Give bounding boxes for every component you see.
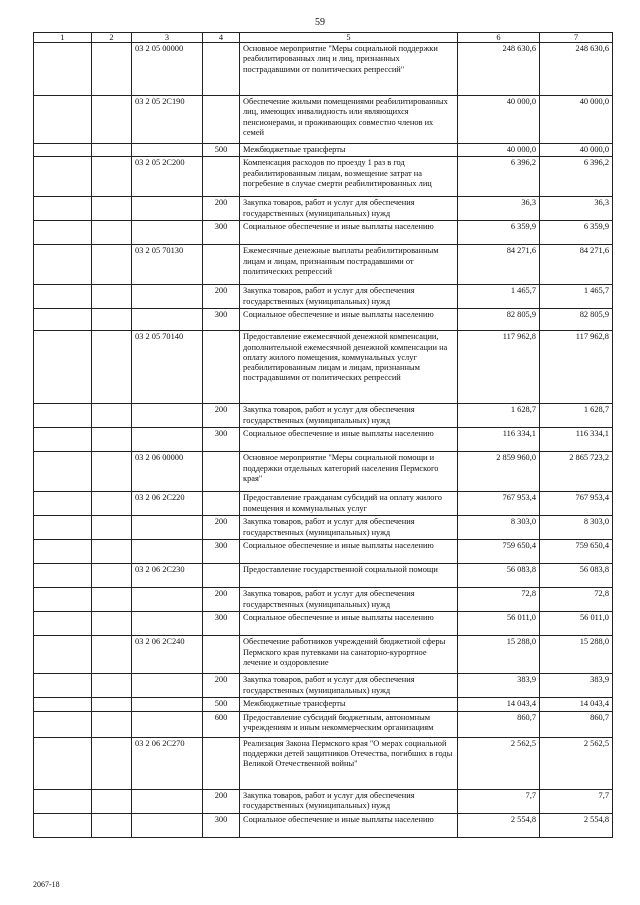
cell-item-name: Ежемесячные денежные выплаты реабилитированным лицам и лицам, признанным пострадавшими от политических репрессий bbox=[240, 245, 458, 285]
cell-col-2 bbox=[92, 285, 132, 309]
col-header-5: 5 bbox=[240, 33, 458, 43]
cell-col-1 bbox=[34, 43, 92, 96]
cell-col-2 bbox=[92, 157, 132, 197]
cell-col-1 bbox=[34, 540, 92, 564]
cell-amount-col-7: 767 953,4 bbox=[540, 492, 613, 516]
cell-amount-col-7: 2 554,8 bbox=[540, 813, 613, 837]
cell-col-1 bbox=[34, 789, 92, 813]
cell-amount-col-6: 248 630,6 bbox=[458, 43, 540, 96]
cell-expense-type bbox=[203, 737, 240, 789]
cell-item-name: Закупка товаров, работ и услуг для обеспечения государственных (муниципальных) нужд bbox=[240, 197, 458, 221]
cell-amount-col-6: 84 271,6 bbox=[458, 245, 540, 285]
table-row bbox=[34, 674, 613, 698]
cell-expense-type: 200 bbox=[203, 516, 240, 540]
cell-item-name: Предоставление субсидий бюджетным, автономным учреждениям и иным некоммерческим организациям bbox=[240, 711, 458, 737]
cell-target-code: 03 2 05 00000 bbox=[132, 43, 203, 96]
cell-amount-col-7: 6 359,9 bbox=[540, 221, 613, 245]
cell-expense-type bbox=[203, 96, 240, 144]
cell-expense-type bbox=[203, 492, 240, 516]
cell-col-1 bbox=[34, 674, 92, 698]
table-row bbox=[34, 309, 613, 331]
cell-target-code bbox=[132, 813, 203, 837]
cell-amount-col-6: 116 334,1 bbox=[458, 428, 540, 452]
table-row bbox=[34, 516, 613, 540]
cell-target-code bbox=[132, 789, 203, 813]
cell-target-code: 03 2 06 2С220 bbox=[132, 492, 203, 516]
cell-amount-col-6: 2 562,5 bbox=[458, 737, 540, 789]
cell-amount-col-7: 248 630,6 bbox=[540, 43, 613, 96]
cell-col-1 bbox=[34, 428, 92, 452]
col-header-1: 1 bbox=[34, 33, 92, 43]
cell-expense-type: 300 bbox=[203, 221, 240, 245]
cell-item-name: Социальное обеспечение и иные выплаты населению bbox=[240, 309, 458, 331]
cell-amount-col-7: 15 288,0 bbox=[540, 636, 613, 674]
cell-amount-col-6: 15 288,0 bbox=[458, 636, 540, 674]
cell-amount-col-6: 1 465,7 bbox=[458, 285, 540, 309]
table-row bbox=[34, 428, 613, 452]
cell-item-name: Обеспечение жилыми помещениями реабилитированных лиц, имеющих инвалидность или являющихся пенсионерами, и проживающих совместно членов их семей bbox=[240, 96, 458, 144]
table-row bbox=[34, 43, 613, 96]
table-row bbox=[34, 197, 613, 221]
cell-target-code: 03 2 05 2С200 bbox=[132, 157, 203, 197]
cell-expense-type bbox=[203, 157, 240, 197]
cell-expense-type: 300 bbox=[203, 540, 240, 564]
cell-col-2 bbox=[92, 516, 132, 540]
table-row bbox=[34, 452, 613, 492]
cell-amount-col-6: 6 359,9 bbox=[458, 221, 540, 245]
cell-amount-col-7: 40 000,0 bbox=[540, 96, 613, 144]
cell-col-2 bbox=[92, 428, 132, 452]
cell-expense-type bbox=[203, 452, 240, 492]
cell-col-2 bbox=[92, 331, 132, 404]
cell-col-2 bbox=[92, 789, 132, 813]
cell-amount-col-6: 860,7 bbox=[458, 711, 540, 737]
cell-target-code: 03 2 06 00000 bbox=[132, 452, 203, 492]
cell-target-code bbox=[132, 711, 203, 737]
cell-col-2 bbox=[92, 636, 132, 674]
cell-amount-col-7: 2 865 723,2 bbox=[540, 452, 613, 492]
cell-target-code bbox=[132, 144, 203, 157]
cell-amount-col-6: 6 396,2 bbox=[458, 157, 540, 197]
cell-amount-col-6: 36,3 bbox=[458, 197, 540, 221]
cell-expense-type: 200 bbox=[203, 588, 240, 612]
cell-col-1 bbox=[34, 404, 92, 428]
cell-col-2 bbox=[92, 612, 132, 636]
cell-expense-type: 200 bbox=[203, 674, 240, 698]
cell-amount-col-7: 36,3 bbox=[540, 197, 613, 221]
cell-col-1 bbox=[34, 612, 92, 636]
cell-expense-type bbox=[203, 43, 240, 96]
cell-item-name: Реализация Закона Пермского края "О мерах социальной поддержки детей защитников Отечества, погибших в годы Великой Отечественной войны" bbox=[240, 737, 458, 789]
cell-amount-col-7: 8 303,0 bbox=[540, 516, 613, 540]
cell-item-name: Обеспечение работников учреждений бюджетной сферы Пермского края путевками на санаторно-курортное лечение и оздоровление bbox=[240, 636, 458, 674]
cell-col-1 bbox=[34, 698, 92, 711]
cell-item-name: Социальное обеспечение и иные выплаты населению bbox=[240, 540, 458, 564]
cell-target-code: 03 2 06 2С240 bbox=[132, 636, 203, 674]
cell-amount-col-7: 56 083,8 bbox=[540, 564, 613, 588]
cell-expense-type bbox=[203, 245, 240, 285]
cell-col-1 bbox=[34, 96, 92, 144]
cell-item-name: Закупка товаров, работ и услуг для обеспечения государственных (муниципальных) нужд bbox=[240, 588, 458, 612]
table-row bbox=[34, 813, 613, 837]
cell-amount-col-6: 767 953,4 bbox=[458, 492, 540, 516]
table-row bbox=[34, 404, 613, 428]
cell-item-name: Компенсация расходов по проезду 1 раз в год реабилитированным лицам, возмещение затрат на погребение в случае смерти реабилитированных лиц bbox=[240, 157, 458, 197]
cell-amount-col-7: 1 628,7 bbox=[540, 404, 613, 428]
cell-amount-col-6: 2 859 960,0 bbox=[458, 452, 540, 492]
cell-expense-type bbox=[203, 636, 240, 674]
cell-expense-type: 500 bbox=[203, 144, 240, 157]
cell-amount-col-7: 117 962,8 bbox=[540, 331, 613, 404]
cell-target-code bbox=[132, 285, 203, 309]
cell-amount-col-7: 383,9 bbox=[540, 674, 613, 698]
cell-col-1 bbox=[34, 331, 92, 404]
cell-amount-col-7: 84 271,6 bbox=[540, 245, 613, 285]
col-header-7: 7 bbox=[540, 33, 613, 43]
cell-col-2 bbox=[92, 197, 132, 221]
cell-amount-col-6: 40 000,0 bbox=[458, 144, 540, 157]
cell-item-name: Закупка товаров, работ и услуг для обеспечения государственных (муниципальных) нужд bbox=[240, 285, 458, 309]
cell-item-name: Социальное обеспечение и иные выплаты населению bbox=[240, 221, 458, 245]
cell-col-2 bbox=[92, 540, 132, 564]
cell-target-code bbox=[132, 516, 203, 540]
cell-col-2 bbox=[92, 404, 132, 428]
cell-col-1 bbox=[34, 157, 92, 197]
table-row bbox=[34, 636, 613, 674]
cell-expense-type: 200 bbox=[203, 197, 240, 221]
cell-amount-col-7: 759 650,4 bbox=[540, 540, 613, 564]
cell-item-name: Социальное обеспечение и иные выплаты населению bbox=[240, 428, 458, 452]
cell-expense-type: 300 bbox=[203, 428, 240, 452]
cell-amount-col-7: 14 043,4 bbox=[540, 698, 613, 711]
cell-amount-col-6: 8 303,0 bbox=[458, 516, 540, 540]
cell-amount-col-6: 40 000,0 bbox=[458, 96, 540, 144]
table-row bbox=[34, 540, 613, 564]
cell-amount-col-7: 7,7 bbox=[540, 789, 613, 813]
cell-target-code bbox=[132, 221, 203, 245]
cell-col-2 bbox=[92, 674, 132, 698]
cell-target-code bbox=[132, 674, 203, 698]
cell-amount-col-6: 82 805,9 bbox=[458, 309, 540, 331]
cell-item-name: Закупка товаров, работ и услуг для обеспечения государственных (муниципальных) нужд bbox=[240, 789, 458, 813]
cell-col-1 bbox=[34, 492, 92, 516]
cell-col-2 bbox=[92, 698, 132, 711]
cell-item-name: Предоставление ежемесячной денежной компенсации, дополнительной ежемесячной денежной компенсации на оплату жилого помещения, коммунальных услуг реабилитированным лицам и лицам, признанным пострадавшими от политических репрессий bbox=[240, 331, 458, 404]
cell-amount-col-7: 72,8 bbox=[540, 588, 613, 612]
cell-col-2 bbox=[92, 144, 132, 157]
table-row bbox=[34, 96, 613, 144]
table-row bbox=[34, 285, 613, 309]
cell-amount-col-7: 116 334,1 bbox=[540, 428, 613, 452]
cell-item-name: Основное мероприятие "Меры социальной помощи и поддержки отдельных категорий населения Пермского края" bbox=[240, 452, 458, 492]
cell-item-name: Закупка товаров, работ и услуг для обеспечения государственных (муниципальных) нужд bbox=[240, 674, 458, 698]
cell-item-name: Закупка товаров, работ и услуг для обеспечения государственных (муниципальных) нужд bbox=[240, 404, 458, 428]
table-row bbox=[34, 492, 613, 516]
cell-col-2 bbox=[92, 309, 132, 331]
header-row bbox=[34, 33, 613, 43]
cell-target-code bbox=[132, 404, 203, 428]
cell-expense-type: 200 bbox=[203, 285, 240, 309]
cell-target-code: 03 2 06 2С230 bbox=[132, 564, 203, 588]
cell-col-2 bbox=[92, 737, 132, 789]
col-header-3: 3 bbox=[132, 33, 203, 43]
cell-col-1 bbox=[34, 588, 92, 612]
cell-col-1 bbox=[34, 245, 92, 285]
cell-col-1 bbox=[34, 711, 92, 737]
cell-col-1 bbox=[34, 452, 92, 492]
cell-expense-type: 300 bbox=[203, 612, 240, 636]
cell-expense-type: 200 bbox=[203, 789, 240, 813]
cell-col-2 bbox=[92, 221, 132, 245]
table-row bbox=[34, 144, 613, 157]
cell-amount-col-7: 2 562,5 bbox=[540, 737, 613, 789]
cell-item-name: Основное мероприятие "Меры социальной поддержки реабилитированных лиц и лиц, признанных пострадавшими от политических репрессий" bbox=[240, 43, 458, 96]
cell-target-code bbox=[132, 428, 203, 452]
cell-col-2 bbox=[92, 492, 132, 516]
cell-col-1 bbox=[34, 221, 92, 245]
cell-col-2 bbox=[92, 96, 132, 144]
cell-col-1 bbox=[34, 737, 92, 789]
cell-target-code bbox=[132, 698, 203, 711]
cell-col-1 bbox=[34, 285, 92, 309]
cell-item-name: Предоставление гражданам субсидий на оплату жилого помещения и коммунальных услуг bbox=[240, 492, 458, 516]
cell-expense-type: 500 bbox=[203, 698, 240, 711]
cell-expense-type: 300 bbox=[203, 309, 240, 331]
cell-col-1 bbox=[34, 309, 92, 331]
cell-item-name: Межбюджетные трансферты bbox=[240, 698, 458, 711]
table-row bbox=[34, 564, 613, 588]
cell-target-code bbox=[132, 588, 203, 612]
cell-col-1 bbox=[34, 564, 92, 588]
cell-amount-col-7: 56 011,0 bbox=[540, 612, 613, 636]
cell-col-2 bbox=[92, 43, 132, 96]
cell-amount-col-7: 40 000,0 bbox=[540, 144, 613, 157]
cell-target-code: 03 2 05 70130 bbox=[132, 245, 203, 285]
table-row bbox=[34, 612, 613, 636]
cell-item-name: Социальное обеспечение и иные выплаты населению bbox=[240, 612, 458, 636]
cell-col-2 bbox=[92, 813, 132, 837]
page-number: 59 bbox=[315, 17, 325, 28]
cell-col-2 bbox=[92, 711, 132, 737]
table-row bbox=[34, 737, 613, 789]
cell-target-code bbox=[132, 612, 203, 636]
cell-expense-type: 600 bbox=[203, 711, 240, 737]
col-header-4: 4 bbox=[203, 33, 240, 43]
cell-target-code bbox=[132, 309, 203, 331]
cell-amount-col-6: 117 962,8 bbox=[458, 331, 540, 404]
cell-expense-type: 300 bbox=[203, 813, 240, 837]
cell-amount-col-6: 759 650,4 bbox=[458, 540, 540, 564]
table-row bbox=[34, 331, 613, 404]
document-code: 2067-18 bbox=[33, 880, 60, 889]
cell-item-name: Социальное обеспечение и иные выплаты населению bbox=[240, 813, 458, 837]
cell-target-code bbox=[132, 540, 203, 564]
cell-amount-col-6: 56 083,8 bbox=[458, 564, 540, 588]
cell-expense-type: 200 bbox=[203, 404, 240, 428]
col-header-6: 6 bbox=[458, 33, 540, 43]
cell-target-code: 03 2 05 2С190 bbox=[132, 96, 203, 144]
cell-target-code bbox=[132, 197, 203, 221]
cell-amount-col-6: 72,8 bbox=[458, 588, 540, 612]
cell-expense-type bbox=[203, 331, 240, 404]
cell-col-1 bbox=[34, 813, 92, 837]
table-row bbox=[34, 588, 613, 612]
cell-col-2 bbox=[92, 588, 132, 612]
cell-target-code: 03 2 06 2С270 bbox=[132, 737, 203, 789]
table-row bbox=[34, 245, 613, 285]
table-row bbox=[34, 789, 613, 813]
cell-item-name: Предоставление государственной социальной помощи bbox=[240, 564, 458, 588]
budget-table bbox=[33, 32, 613, 838]
cell-item-name: Межбюджетные трансферты bbox=[240, 144, 458, 157]
cell-col-2 bbox=[92, 564, 132, 588]
cell-amount-col-6: 2 554,8 bbox=[458, 813, 540, 837]
cell-amount-col-6: 7,7 bbox=[458, 789, 540, 813]
table-row bbox=[34, 711, 613, 737]
cell-amount-col-6: 56 011,0 bbox=[458, 612, 540, 636]
cell-col-2 bbox=[92, 452, 132, 492]
cell-col-1 bbox=[34, 197, 92, 221]
table-row bbox=[34, 698, 613, 711]
cell-amount-col-6: 1 628,7 bbox=[458, 404, 540, 428]
cell-col-2 bbox=[92, 245, 132, 285]
table-row bbox=[34, 157, 613, 197]
table-body bbox=[34, 43, 613, 838]
table-row bbox=[34, 221, 613, 245]
cell-expense-type bbox=[203, 564, 240, 588]
cell-amount-col-7: 6 396,2 bbox=[540, 157, 613, 197]
cell-amount-col-6: 383,9 bbox=[458, 674, 540, 698]
col-header-2: 2 bbox=[92, 33, 132, 43]
cell-amount-col-7: 1 465,7 bbox=[540, 285, 613, 309]
cell-target-code: 03 2 05 70140 bbox=[132, 331, 203, 404]
cell-amount-col-7: 82 805,9 bbox=[540, 309, 613, 331]
cell-col-1 bbox=[34, 516, 92, 540]
cell-amount-col-6: 14 043,4 bbox=[458, 698, 540, 711]
cell-item-name: Закупка товаров, работ и услуг для обеспечения государственных (муниципальных) нужд bbox=[240, 516, 458, 540]
cell-amount-col-7: 860,7 bbox=[540, 711, 613, 737]
cell-col-1 bbox=[34, 144, 92, 157]
cell-col-1 bbox=[34, 636, 92, 674]
